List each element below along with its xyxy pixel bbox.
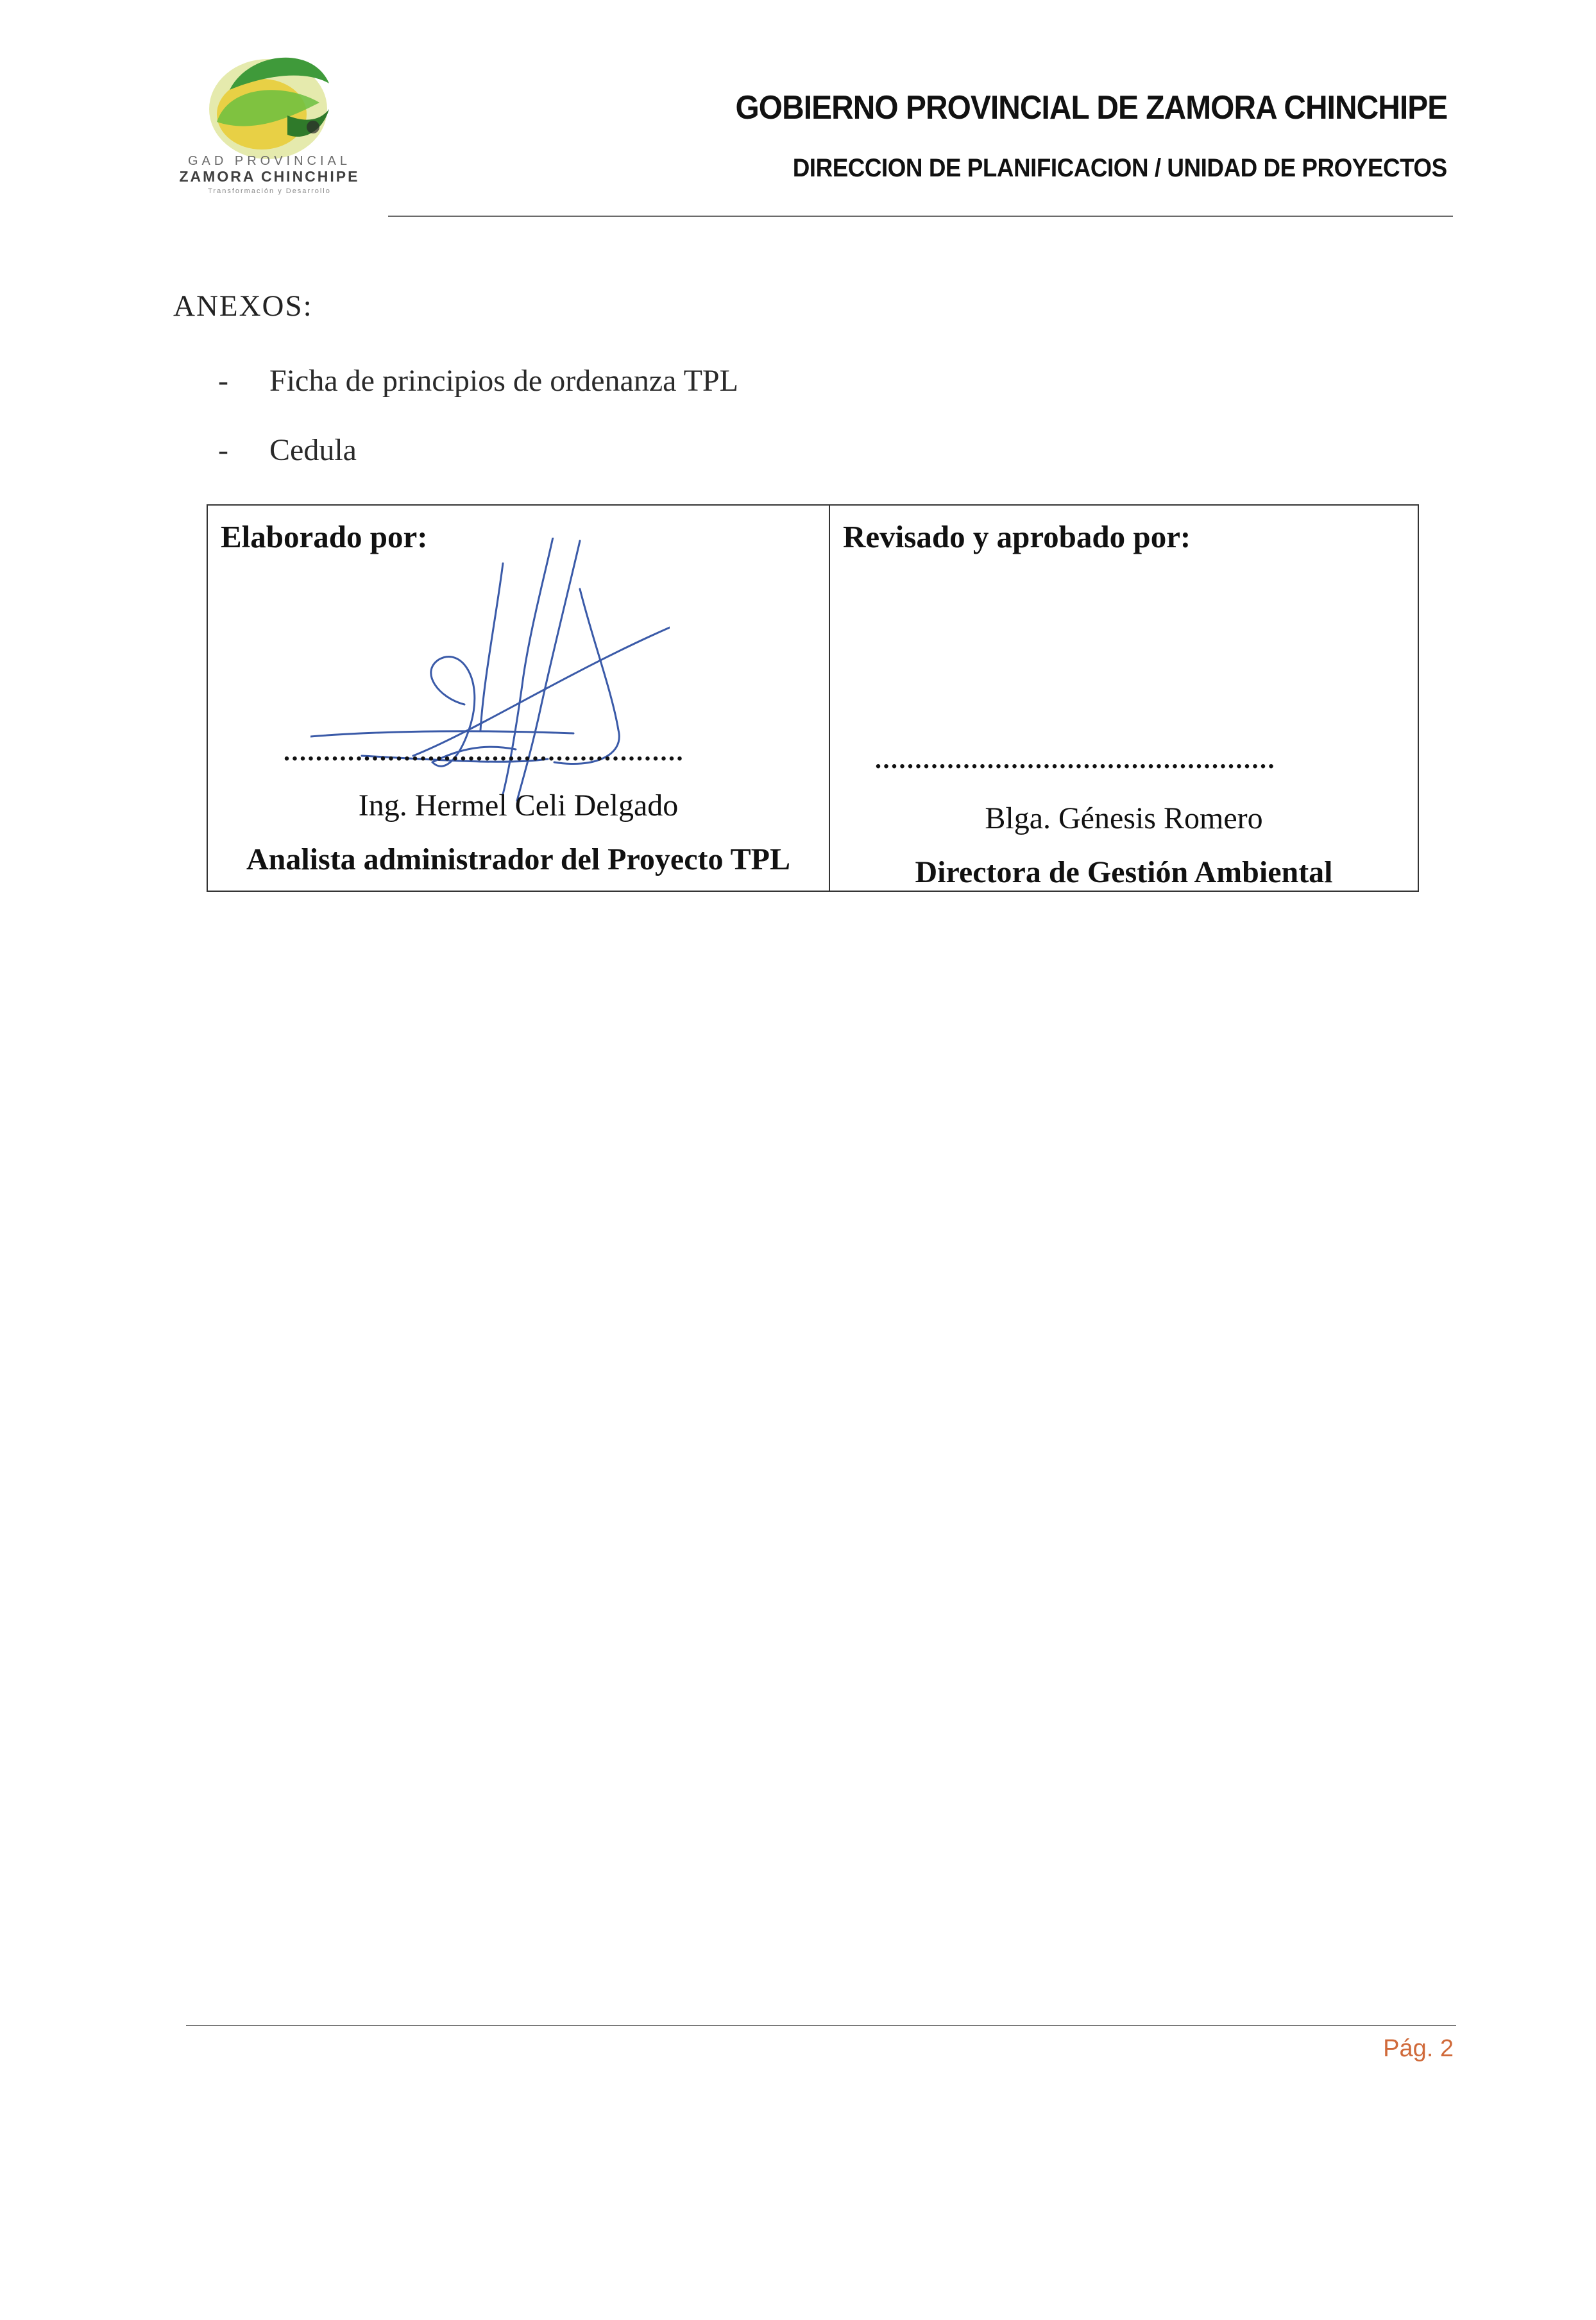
header-divider [388, 216, 1453, 217]
logo-text-line1: GAD PROVINCIAL [187, 154, 352, 168]
prepared-by-heading: Elaborado por: [221, 519, 428, 554]
organization-title: GOBIERNO PROVINCIAL DE ZAMORA CHINCHIPE [735, 89, 1447, 126]
signature-dotted-line: .................................................. [284, 737, 684, 766]
logo-tagline: Transformación y Desarrollo [208, 187, 331, 195]
preparer-name: Ing. Hermel Celi Delgado [358, 789, 679, 823]
approved-by-heading: Revisado y aprobado por: [843, 519, 1191, 554]
approved-by-cell [829, 504, 1419, 892]
annex-item-text: Cedula [269, 433, 357, 467]
annexes-heading: ANEXOS: [173, 289, 313, 323]
approver-role: Directora de Gestión Ambiental [915, 855, 1333, 889]
handwritten-signature-icon [310, 538, 670, 807]
institution-logo [160, 45, 378, 231]
signature-dotted-line: .................................................. [875, 745, 1276, 774]
preparer-role: Analista administrador del Proyecto TPL [246, 842, 790, 876]
approver-name: Blga. Génesis Romero [985, 801, 1263, 835]
list-dash: - [218, 433, 228, 467]
signature-table [207, 504, 1419, 894]
annex-item-text: Ficha de principios de ordenanza TPL [269, 364, 738, 398]
logo-text-line2: ZAMORA CHINCHIPE [179, 168, 360, 185]
department-title: DIRECCION DE PLANIFICACION / UNIDAD DE PROYECTOS [793, 154, 1447, 182]
footer-divider [186, 2025, 1456, 2026]
prepared-by-cell [207, 504, 830, 892]
page-number: Pág. 2 [1383, 2035, 1454, 2062]
list-dash: - [218, 364, 228, 398]
